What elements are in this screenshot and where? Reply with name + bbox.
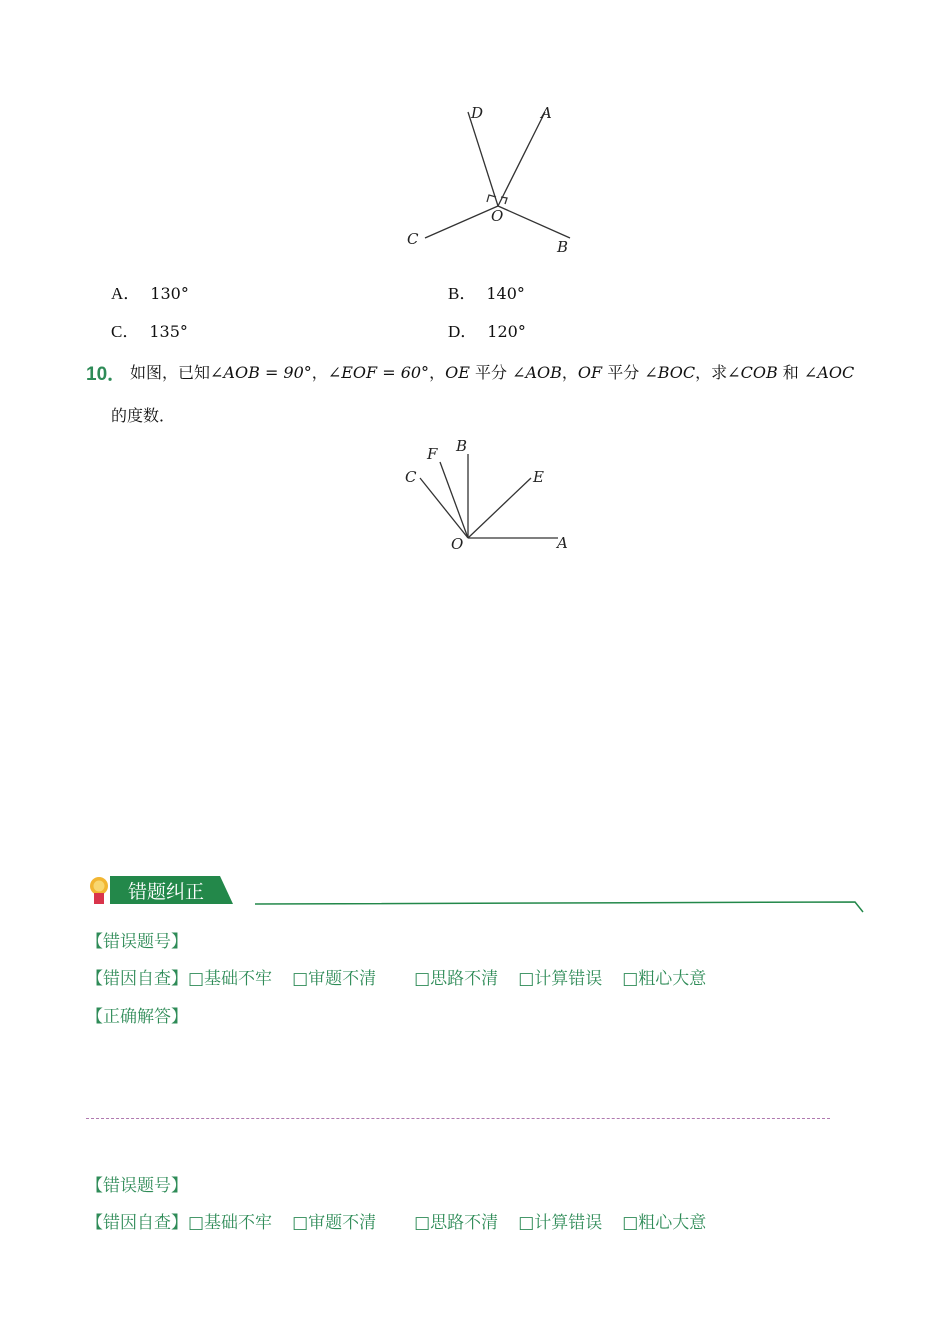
wrong-number-row-2: 【错误题号】: [86, 1176, 188, 1196]
q-part: OE: [445, 363, 470, 382]
q-part: ∠COB: [727, 363, 778, 382]
option-d-value: 120°: [487, 322, 526, 341]
cause-row-1: [86, 964, 706, 989]
answer-row-1: 【正确解答】: [86, 1007, 188, 1027]
q-part: 如图，已知: [130, 363, 211, 382]
option-c[interactable]: [111, 317, 188, 342]
option-b-label: B．: [448, 284, 477, 303]
label-c2: C: [405, 468, 417, 486]
q-part: ∠BOC: [644, 363, 696, 382]
label-b: B: [557, 238, 569, 256]
section-underline: [255, 900, 867, 916]
label-d: D: [471, 104, 484, 122]
label-a: A: [541, 104, 552, 122]
q-part: 和: [777, 363, 804, 382]
q-part: 平分: [469, 363, 513, 382]
choice-basic-2[interactable]: □基础不牢: [188, 1213, 273, 1233]
option-b-value: 140°: [486, 284, 525, 303]
q-part: ，求: [695, 363, 728, 382]
choice-calc-2[interactable]: □计算错误: [518, 1213, 603, 1233]
q-part: ，: [429, 363, 446, 382]
q-part: ∠AOB = 90°: [210, 363, 312, 382]
q-part: ，: [311, 363, 328, 382]
label-f2: F: [427, 445, 438, 463]
q-part: OF: [577, 363, 603, 382]
option-c-label: C．: [111, 322, 140, 341]
choice-calc-1[interactable]: □计算错误: [518, 969, 603, 989]
cause-row-2: [86, 1208, 706, 1233]
option-c-value: 135°: [149, 322, 188, 341]
cause-label-2: 【错因自查】: [86, 1213, 188, 1233]
q-part: ∠AOC: [803, 363, 855, 382]
q-part: 平分: [602, 363, 645, 382]
choice-reading-2[interactable]: □审题不清: [292, 1213, 377, 1233]
option-d-label: D．: [448, 322, 478, 341]
label-e2: E: [533, 468, 544, 486]
option-a-value: 130°: [150, 284, 189, 303]
option-a-label: A．: [111, 284, 141, 303]
choice-reading-1[interactable]: □审题不清: [292, 969, 377, 989]
choice-careless-2[interactable]: □粗心大意: [622, 1213, 707, 1233]
label-o2: O: [451, 535, 464, 553]
wrong-number-row-1: 【错误题号】: [86, 932, 188, 952]
choice-thinking-2[interactable]: □思路不清: [414, 1213, 499, 1233]
dashed-divider: [86, 1118, 830, 1119]
choice-basic-1[interactable]: □基础不牢: [188, 969, 273, 989]
label-c: C: [407, 230, 419, 248]
q-part: ∠EOF = 60°: [327, 363, 430, 382]
question-number: 10．: [86, 364, 127, 385]
option-b[interactable]: [448, 279, 525, 304]
label-b2: B: [456, 437, 468, 455]
question-text: [130, 360, 854, 383]
choice-thinking-1[interactable]: □思路不清: [414, 969, 499, 989]
angle-figure-2: [398, 436, 578, 556]
label-o: O: [491, 207, 504, 225]
q-part: ∠AOB: [512, 363, 562, 382]
label-a2: A: [557, 534, 568, 552]
choice-careless-1[interactable]: □粗心大意: [622, 969, 707, 989]
cause-label-1: 【错因自查】: [86, 969, 188, 989]
angle-figure-1: [395, 98, 585, 263]
option-a[interactable]: [111, 279, 189, 304]
question-text-line2: 的度数．: [111, 406, 176, 425]
section-title: 错题纠正: [128, 881, 205, 903]
option-d[interactable]: [448, 317, 526, 342]
q-part: ，: [561, 363, 578, 382]
